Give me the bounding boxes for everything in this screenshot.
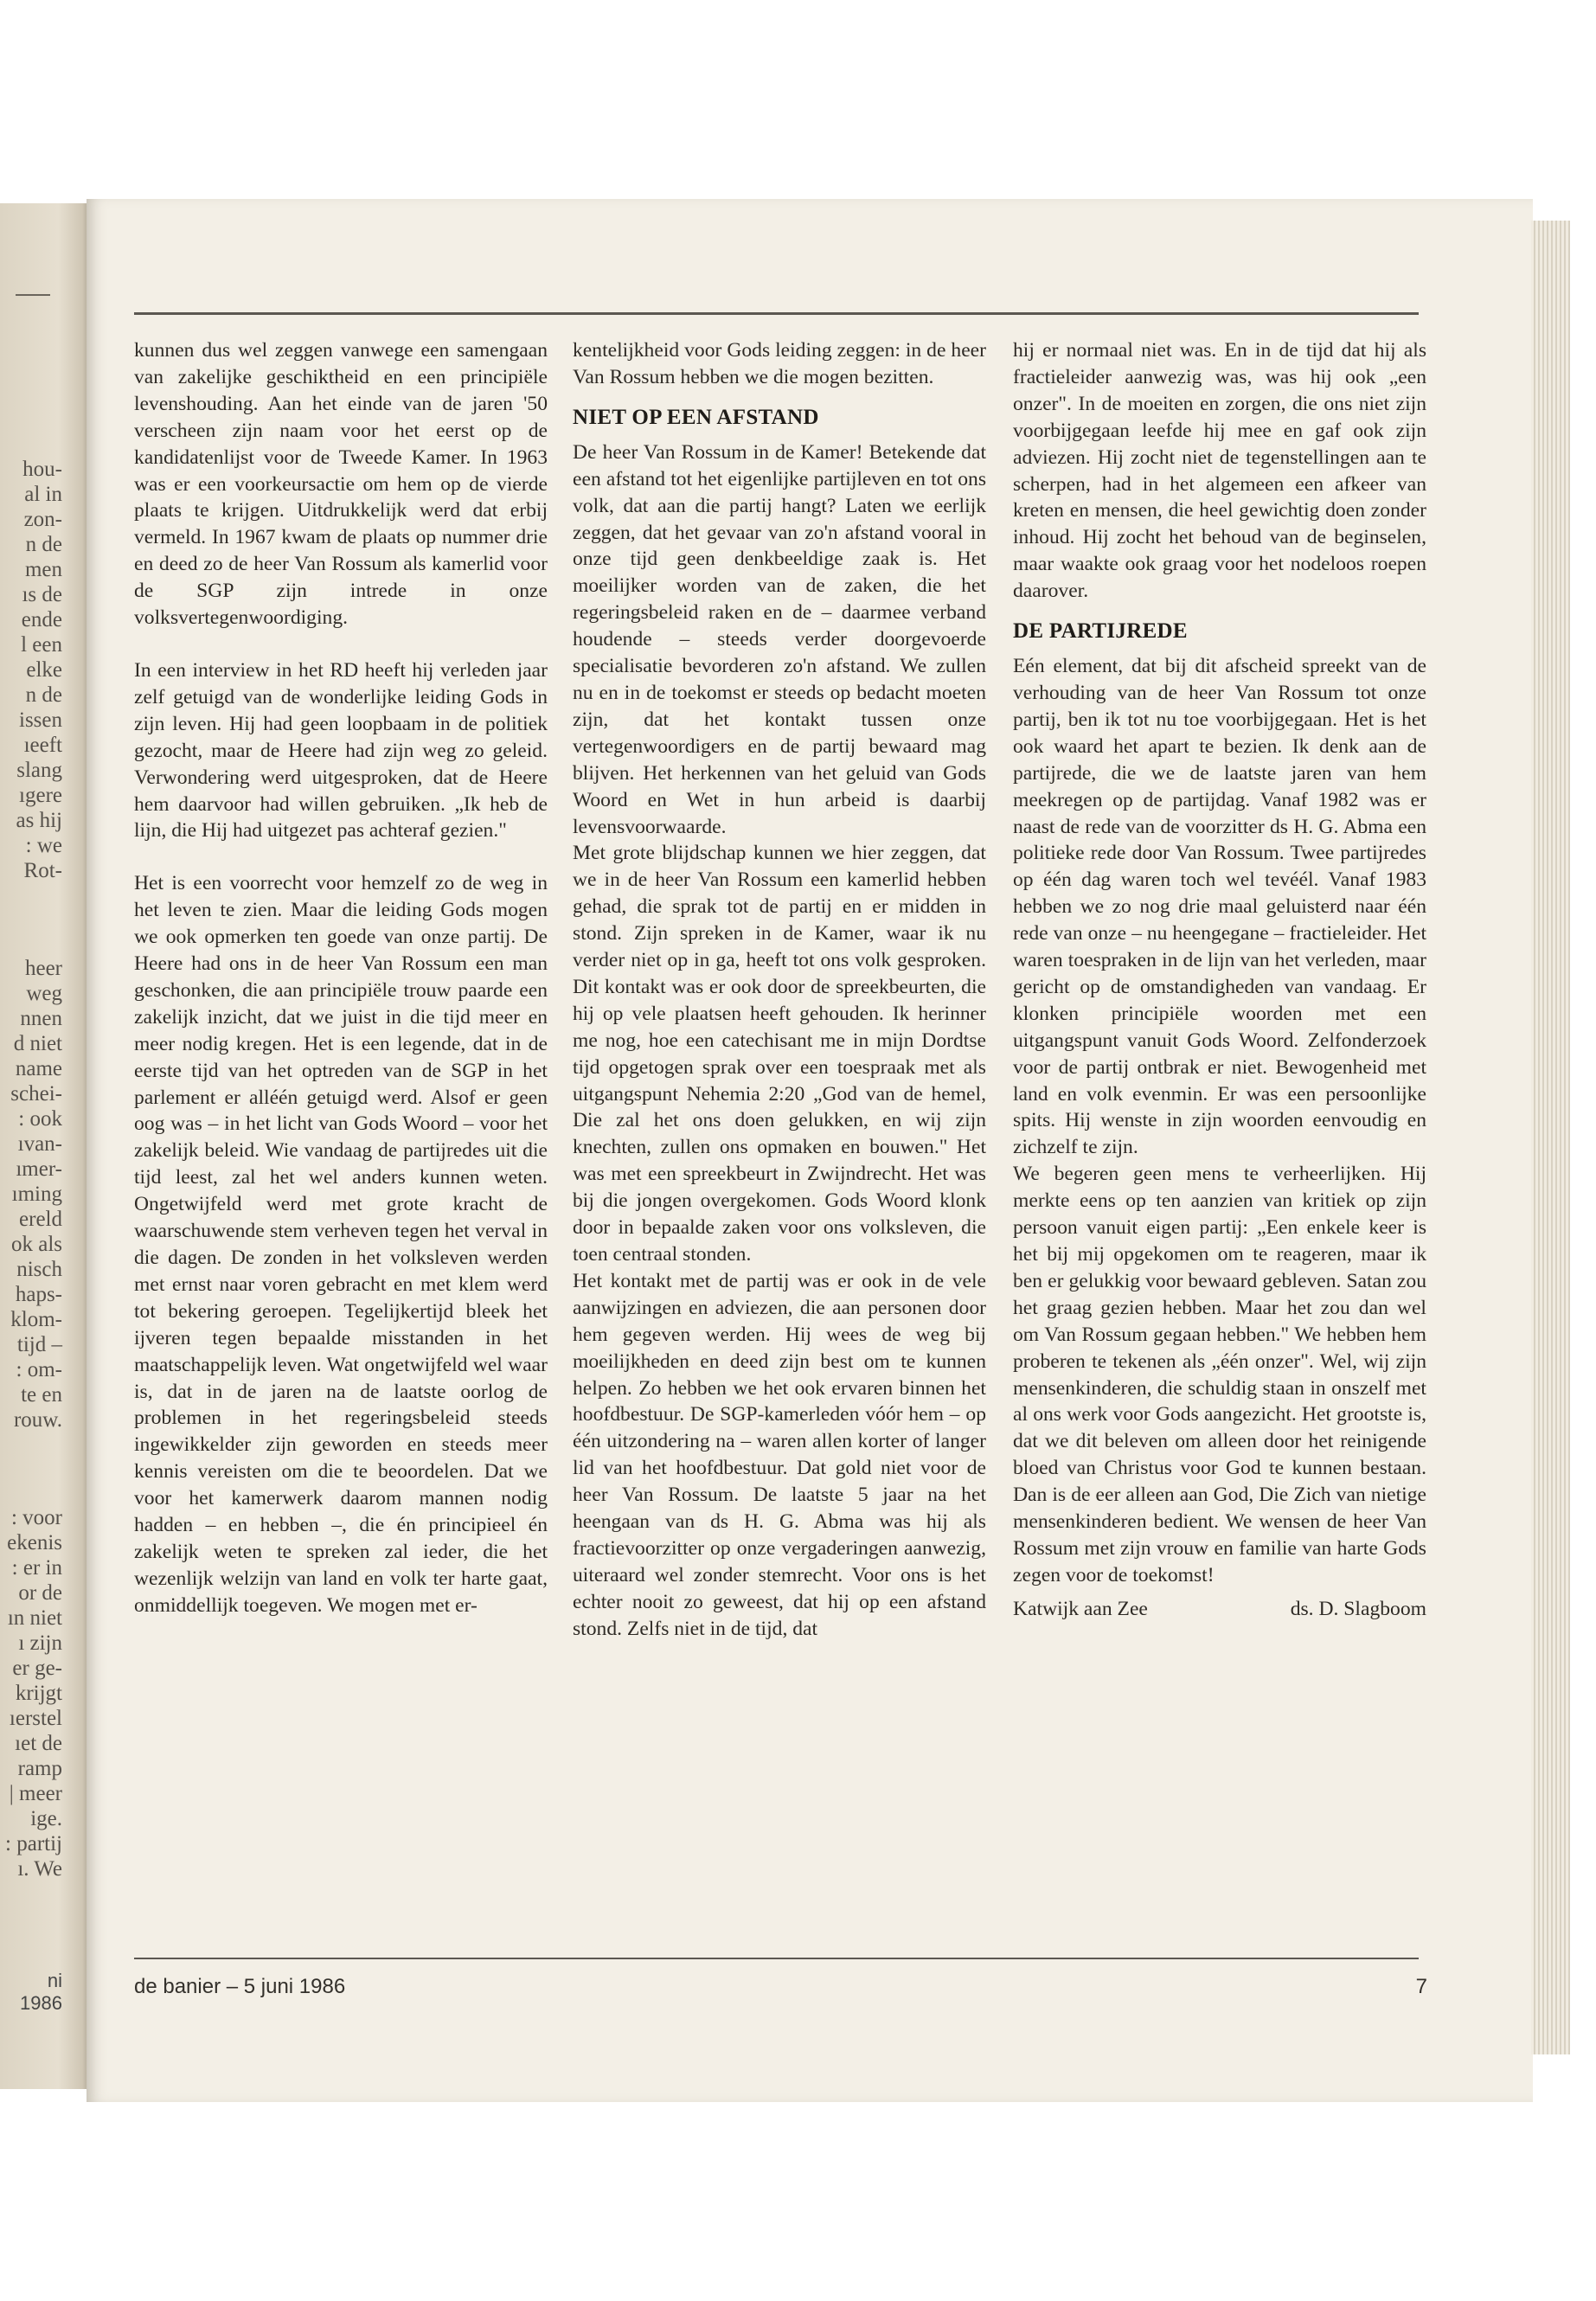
paragraph: hij er normaal niet was. En in de tijd dat hij als fractieleider aanwezig was, was hij ook „een onzer". In de moeiten en zorgen, die ons niet zijn voorbijgegaan leefde hij mee en gaf ook zijn adviezen. Hij zocht niet de tegenstellingen aan te scherpen, had in het algemeen een afkeer van kreten en mensen, die heel gewichtig doen zonder inhoud. Hij zocht het behoud van de beginselen, maar waakte ook graag voor het nodeloos roepen daarover. (1013, 339, 1426, 603)
paragraph: kentelijkheid voor Gods leiding zeggen: in de heer Van Rossum hebben we die mogen bezitten. (573, 339, 986, 388)
previous-page-block-2: heer weg nnen d niet name schei- : ook ıvan- ımer- ıming ereld ok als nisch haps- klom- tijd – : om- te en rouw. (10, 957, 62, 1432)
paragraph: kunnen dus wel zeggen vanwege een samengaan van zakelijke geschiktheid en een principiële levenshouding. Aan het einde van de jaren '50 verscheen zijn naam voor het eerst op de kandidatenlijst voor de Tweede Kamer. In 1963 was er een voorkeursactie om hem op de vierde plaats te krijgen. Uitdrukkelijk werd dat erbij vermeld. In 1967 kwam de plaats op nummer drie en deed zo de heer Van Rossum als kamerlid voor de SGP zijn intrede in onze volksvertegenwoordiging. (134, 339, 548, 630)
section-heading: NIET OP EEN AFSTAND (573, 405, 819, 429)
previous-page-footer: ni 1986 (20, 1970, 62, 2014)
article-column-1 (134, 337, 548, 1619)
article-column-2 (573, 337, 986, 1643)
previous-page-block-1: hou- al in zon- n de men ıs de ende l een elke n de issen ıeeft slang ıgere as hij : we Rot- (16, 458, 62, 882)
page-edges (1531, 221, 1570, 2054)
paragraph: In een interview in het RD heeft hij verleden jaar zelf getuigd van de wonderlijke leiding Gods in zijn leven. Hij had geen loopbaam in de politiek gezocht, maar de Heere had zijn weg zo geleid. Verwondering werd uitgesproken, dat de Heere hem daarvoor had willen gebruiken. „Ik heb de lijn, die Hij had uitgezet pas achteraf gezien." (134, 658, 548, 843)
article-column-3 (1013, 337, 1426, 1623)
previous-page-fragments (0, 407, 62, 1929)
paragraph: Met grote blijdschap kunnen we hier zeggen, dat we in de heer Van Rossum een kamerlid hebben gehad, die sprak tot de partij en er midden in stond. Zijn spreken in de Kamer, waar ik nu verder niet op in ga, heeft tot ons volk gesproken. Dit kontakt was er ook door de spreekbeurten, die hij op vele plaatsen heeft gehouden. Ik herinner me nog, hoe een catechisant me in mijn Dordtse tijd opgetogen sprak over een toespraak met als uitgangspunt Nehemia 2:20 „God van de hemel, Die zal het ons doen gelukken, en wij zijn knechten, zullen ons opmaken en bouwen." Het was met een spreekbeurt in Zwijndrecht. Het was bij die jongen overgekomen. Gods Woord klonk door in bepaalde zaken voor ons volksleven, die toen centraal stonden. (573, 842, 986, 1266)
section-heading: DE PARTIJREDE (1013, 619, 1188, 644)
top-rule (134, 312, 1419, 315)
publication-footer: de banier – 5 juni 1986 (134, 1975, 346, 1998)
paragraph: Het is een voorrecht voor hemzelf zo de weg in het leven te zien. Maar die leiding Gods mogen we ook opmerken ten goede van onze partij. De Heere had ons in de heer Van Rossum een man geschonken, die aan principiële trouw paarde een zakelijk inzicht, dat we juist in die tijd meer en meer nodig kregen. Het is een legende, dat in de eerste tijd van het optreden van de SGP in het parlement er alléén getuigd werd. Alsof er geen oog was – in het licht van Gods Woord – voor het zakelijk beleid. Wie vandaag de partijredes uit die tijd leest, zal het wel anders kunnen weten. Ongetwijfeld werd met grote kracht de waarschuwende stem verheven tegen het verval in die dagen. De zonden in het volksleven werden met ernst naar voren gebracht en met klem werd tot bekering geroepen. Tegelijkertijd bleek het ijveren tegen bepaalde misstanden in het maatschappelijk leven. Wat ongetwijfeld wel waar is, dat in de jaren na de laatste oorlog de problemen in het regeringsbeleid steeds ingewikkelder zijn geworden en steeds meer kennis vereisten om die te beoordelen. Dat we voor het kamerwerk daarom mannen nodig hadden – en hebben –, die én principieel én zakelijk weten te spreken zal ieder, die het wezenlijk welzijn van land en volk ter harte gaat, onmiddellijk toegeven. We mogen met er- (134, 872, 548, 1617)
paragraph: De heer Van Rossum in de Kamer! Betekende dat een afstand tot het eigenlijke partijleven en tot ons volk, dat aan die partij hangt? Laten we eerlijk zeggen, dat het gevaar van zo'n afstand vooral in onze tijd geen denkbeeldige zaak is. Het moeilijker worden van de zaken, die het regeringsbeleid raken en de – daarmee verband houdende – steeds verder doorgevoerde specialisatie bevorderen zo'n afstand. We zullen nu en in de toekomst er steeds op bedacht moeten zijn, dat het kontakt tussen onze vertegenwoordigers en de partij bewaard mag blijven. Het herkennen van het geluid van Gods Woord en Wet in hun arbeid is daarbij levensvoorwaarde. (573, 440, 986, 838)
signoff (1013, 1596, 1426, 1623)
paragraph: We begeren geen mens te verheerlijken. Hij merkte eens op ten aanzien van kritiek op zijn persoon vanuit eigen partij: „Een enkele keer is het bij mij opgekomen om te reageren, maar ik ben er gelukkig voor bewaard gebleven. Satan zou het graag gezien hebben. Maar het zou dan wel om Van Rossum gegaan hebben." We hebben hem proberen te tekenen als „één onzer". Wel, wij zijn mensenkinderen, die schuldig staan in onszelf met al ons werk voor Gods aangezicht. Het grootste is, dat we dit beleven om alleen door het reinigende bloed van Christus voor God te kunnen bestaan. Dan is de eer alleen aan God, Die Zich van nietige mensenkinderen bedient. We wensen de heer Van Rossum met zijn vrouw en familie van harte Gods zegen voor de toekomst! (1013, 1163, 1426, 1586)
page-number: 7 (1415, 1975, 1427, 1998)
signoff-author: ds. D. Slagboom (1290, 1597, 1426, 1620)
bottom-rule (134, 1958, 1419, 1959)
paragraph: Het kontakt met de partij was er ook in de vele aanwijzingen en adviezen, die aan personen door hem gegeven werden. Hij wees de weg bij moeilijkheden en deed zijn best om te kunnen helpen. Zo hebben we het ook ervaren binnen het hoofdbestuur. De SGP-kamerleden vóór hem – op één uitzondering na – waren allen korter of langer lid van het hoofdbestuur. Dat gold niet voor de heer Van Rossum. De laatste 5 jaar na het heengaan van ds H. G. Abma was hij als fractievoorzitter op onze vergaderingen aanwezig, uiteraard wel zonder stemrecht. Voor ons is het echter nooit zo geweest, dat hij op een afstand stond. Zelfs niet in de tijd, dat (573, 1269, 986, 1640)
paragraph: Eén element, dat bij dit afscheid spreekt van de verhouding van de heer Van Rossum tot onze partij, ben ik tot nu toe voorbijgegaan. Het is het ook waard het apart te bezien. Ik denk aan de partijrede, die we de laatste jaren van hem meekregen op de partijdag. Vanaf 1982 was er naast de rede van de voorzitter ds H. G. Abma een politieke rede door Van Rossum. Twee partijredes op één dag waren toch wel tevéél. Vanaf 1983 hebben we zo nog drie maal geluisterd naar één rede van onze – nu heengegane – fractieleider. Het waren toespraken in de lijn van het verleden, maar gericht op de omstandigheden van vandaag. Er klonken principiële woorden met een uitgangspunt vanuit Gods Woord. Zelfonderzoek voor de partij ontbrak er niet. Bewogenheid met land en volk evenmin. Er was een persoonlijke spits. Hij wenste in zijn woorden eenvoudig en zichzelf te zijn. (1013, 655, 1426, 1159)
spine-rule (16, 294, 50, 296)
signoff-place: Katwijk aan Zee (1013, 1597, 1148, 1620)
previous-page-block-3: : voor ekenis : er in or de ın niet ı zijn er ge- krijgt ıerstel ıet de ramp | meer ige. : partij ı. We (5, 1506, 62, 1881)
